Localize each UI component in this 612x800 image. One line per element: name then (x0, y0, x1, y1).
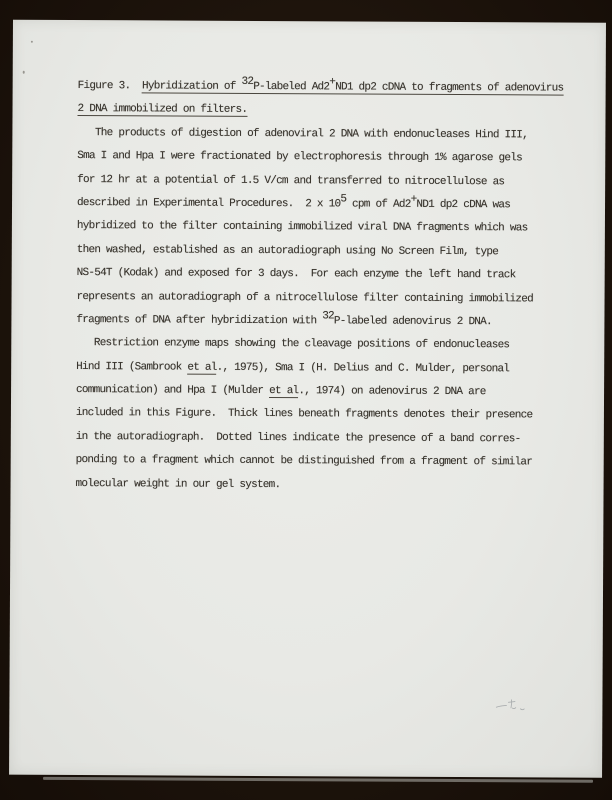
text-line: Hind III (Sambrook et al., 1975), Sma I (H. Delius and C. Mulder, personal (76, 360, 510, 375)
text-line: Figure 3. Hybridization of 32P-labeled Ad2+ND1 dp2 cDNA to fragments of adenovirus (77, 75, 564, 95)
text-line: in the autoradiograph. Dotted lines indicate the presence of a band corres- (75, 430, 521, 446)
scanned-page (9, 20, 606, 778)
text-line: represents an autoradiograph of a nitrocellulose filter containing immobilized (76, 290, 533, 305)
text-line: Sma I and Hpa I were fractionated by electrophoresis through 1% agarose gels (77, 150, 522, 165)
text-line: communication) and Hpa I (Mulder et al., 1974) on adenovirus 2 DNA are (76, 384, 486, 399)
text-line: fragments of DNA after hybridization with 32P-labeled adenovirus 2 DNA. (76, 310, 492, 329)
text-line: described in Experimental Procedures. 2 x 105 cpm of Ad2+ND1 dp2 cDNA was (77, 193, 511, 212)
text-line: for 12 hr at a potential of 1.5 V/cm and transferred to nitrocellulose as (77, 173, 505, 188)
text-line: then washed, established as an autoradiograph using No Screen Film, type (76, 243, 499, 258)
text-line: NS-54T (Kodak) and exposed for 3 days. For each enzyme the left hand track (76, 267, 516, 282)
text-line: 2 DNA immobilized on filters. (77, 103, 248, 117)
text-line: molecular weight in our gel system. (75, 477, 281, 491)
paper-speck (23, 71, 25, 74)
text-line: included in this Figure. Thick lines beneath fragments denotes their presence (75, 407, 533, 422)
scanned-page-wrapper (9, 20, 606, 778)
text-line: The products of digestion of adenoviral 2 DNA with endonucleases Hind III, (77, 126, 528, 142)
second-sheet-edge (43, 777, 593, 783)
text-line: ponding to a fragment which cannot be distinguished from a fragment of similar (75, 454, 533, 469)
text-line: Restriction enzyme maps showing the cleavage positions of endonucleases (76, 337, 510, 352)
figure-caption-text (76, 75, 578, 499)
pencil-mark (493, 696, 541, 714)
text-line: hybridized to the filter containing immobilized viral DNA fragments which was (76, 220, 528, 235)
paper-speck (31, 41, 33, 43)
